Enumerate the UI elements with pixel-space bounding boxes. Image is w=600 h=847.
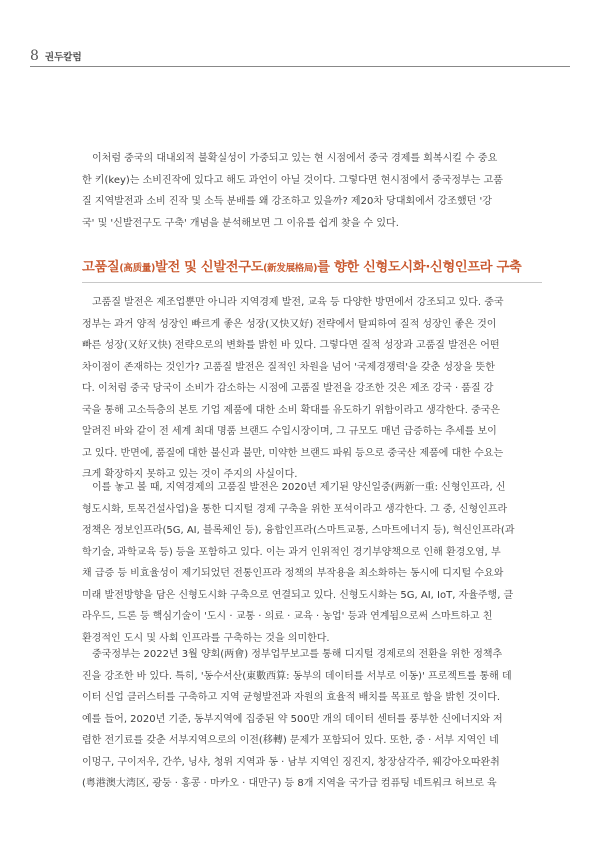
section-divider (82, 282, 542, 283)
paragraph-line: 학기술, 과학교육 등) 등을 포함하고 있다. 이는 과거 인위적인 경기부양책으로 인해 환경오염, 부 (82, 546, 501, 558)
header-divider (30, 66, 570, 67)
paragraph-line: 진을 강조한 바 있다. 특히, '동수서산(東數西算: 동부의 데이터를 서부로 이동)' 프로젝트를 통해 데 (82, 670, 512, 682)
paragraph-line: 고 있다. 반면에, 품질에 대한 불신과 불만, 미약한 브랜드 파워 등으로 중국산 제품에 대한 수요는 (82, 447, 504, 459)
page-header (30, 48, 82, 64)
paragraph-line: 미래 발전방향을 담은 신형도시화 구축으로 연결되고 있다. 신형도시화는 5G, AI, IoT, 자율주행, 클 (82, 589, 514, 601)
paragraph-line: 라우드, 드론 등 핵심기술이 '도시 · 교통 · 의료 · 교육 · 농업' 등과 연계됨으로써 스마트하고 친 (82, 611, 493, 622)
section-heading-part: 고품질 (82, 260, 120, 275)
paragraph-line: 이터 신업 클러스터를 구축하고 지역 균형발전과 자원의 효율적 배치를 목표로 함을 밝힌 것이다. (82, 692, 501, 703)
paragraph-line: 렴한 전기료를 갖춘 서부지역으로의 이전(移轉) 문제가 포함되어 있다. 또한, 중 · 서부 지역인 네 (82, 735, 499, 746)
paragraph-line: 다. 이처럼 중국 당국이 소비가 감소하는 시점에 고품질 발전을 강조한 것은 제조 강국 · 품질 강 (82, 383, 494, 394)
intro-paragraph (82, 148, 542, 234)
paragraph-line: (粤港澳大湾区, 광둥 · 홍콩 · 마카오 · 대만구) 등 8개 지역을 국가급 컴퓨팅 네트워크 허브로 육 (82, 778, 497, 789)
section-heading-part: 를 향한 신형도시화·신형인프라 구축 (317, 260, 522, 275)
section-heading-part: 발전 및 신발전구도 (155, 260, 264, 275)
intro-line: 한 키(key)는 소비진작에 있다고 해도 과언이 아닐 것이다. 그렇다면 현시점에서 중국정부는 고품 (82, 174, 503, 186)
paragraph-line: 이멍구, 구이저우, 간쑤, 닝샤, 청위 지역과 동 · 남부 지역인 징진지, 창장삼각주, 웨강아오따완취 (82, 756, 500, 768)
paragraph-line: 알려진 바와 같이 전 세계 최대 명품 브랜드 수입시장이며, 그 규모도 매년 급증하는 추세를 보이 (82, 426, 497, 437)
section-heading (82, 256, 542, 275)
body-paragraph-1 (82, 292, 542, 486)
paragraph-line: 정부는 과거 양적 성장인 빠르게 좋은 성장(又快又好) 전략에서 탈피하여 질적 성장인 좋은 것이 (82, 318, 497, 330)
paragraph-line: 국을 통해 고소득층의 본토 기업 제품에 대한 소비 확대를 유도하기 위함이라고 생각한다. 중국은 (82, 404, 501, 416)
paragraph-line: 크게 확장하지 못하고 있는 것이 주지의 사실이다. (82, 469, 298, 480)
paragraph-line: 환경적인 도시 및 사회 인프라를 구축하는 것을 의미한다. (82, 632, 330, 644)
paragraph-line: 빠른 성장(又好又快) 전략으로의 변화를 밝힌 바 있다. 그렇다면 질적 성장과 고품질 발전은 어떤 (82, 340, 500, 351)
section-heading-hanja: (新发展格局) (263, 263, 318, 274)
intro-line: 이처럼 중국의 대내외적 불확실성이 가중되고 있는 현 시점에서 중국 경제를 회복시킬 수 중요 (92, 153, 498, 164)
intro-line: 질 지역발전과 소비 진작 및 소득 분배를 왜 강조하고 있을까? 제20차 당대회에서 강조했던 '강 (82, 196, 492, 207)
header-section-title: 권두칼럼 (44, 52, 82, 63)
paragraph-line: 차이점이 존재하는 것인가? 고품질 발전은 질적인 차원을 넘어 '국제경쟁력'을 갖춘 성장을 뜻한 (82, 361, 495, 373)
paragraph-line: 고품질 발전은 제조업뿐만 아니라 지역경제 발전, 교육 등 다양한 방면에서 강조되고 있다. 중국 (92, 297, 504, 308)
paragraph-line: 형도시화, 토목건설사업)을 통한 디지털 경제 구축을 위한 포석이라고 생각한다. 그 중, 신형인프라 (82, 503, 508, 515)
intro-line: 국' 및 '신발전구도 구축' 개념을 분석해보면 그 이유를 쉽게 찾을 수 있다. (82, 217, 399, 229)
page-number: 8 (30, 48, 39, 64)
body-paragraph-3 (82, 644, 542, 795)
paragraph-line: 중국정부는 2022년 3월 양회(两會) 정부업무보고를 통해 디지털 경제로의 전환을 위한 정책추 (92, 649, 503, 660)
paragraph-line: 이를 놓고 볼 때, 지역경제의 고품질 발전은 2020년 제기된 양신일중(两新一重: 신형인프라, 신 (92, 482, 506, 493)
body-paragraph-2 (82, 477, 542, 649)
paragraph-line: 예를 들어, 2020년 기준, 동부지역에 집중된 약 500만 개의 데이터 센터를 풍부한 신에너지와 저 (82, 713, 503, 725)
section-heading-hanja: (高质量) (119, 263, 156, 274)
paragraph-line: 채 급증 등 비효율성이 제기되었던 전통인프라 정책의 부작용을 최소화하는 동시에 디지털 수요와 (82, 568, 504, 579)
paragraph-line: 정책은 정보인프라(5G, AI, 블록체인 등), 융합인프라(스마트교통, 스마트에너지 등), 혁신인프라(과 (82, 525, 515, 536)
